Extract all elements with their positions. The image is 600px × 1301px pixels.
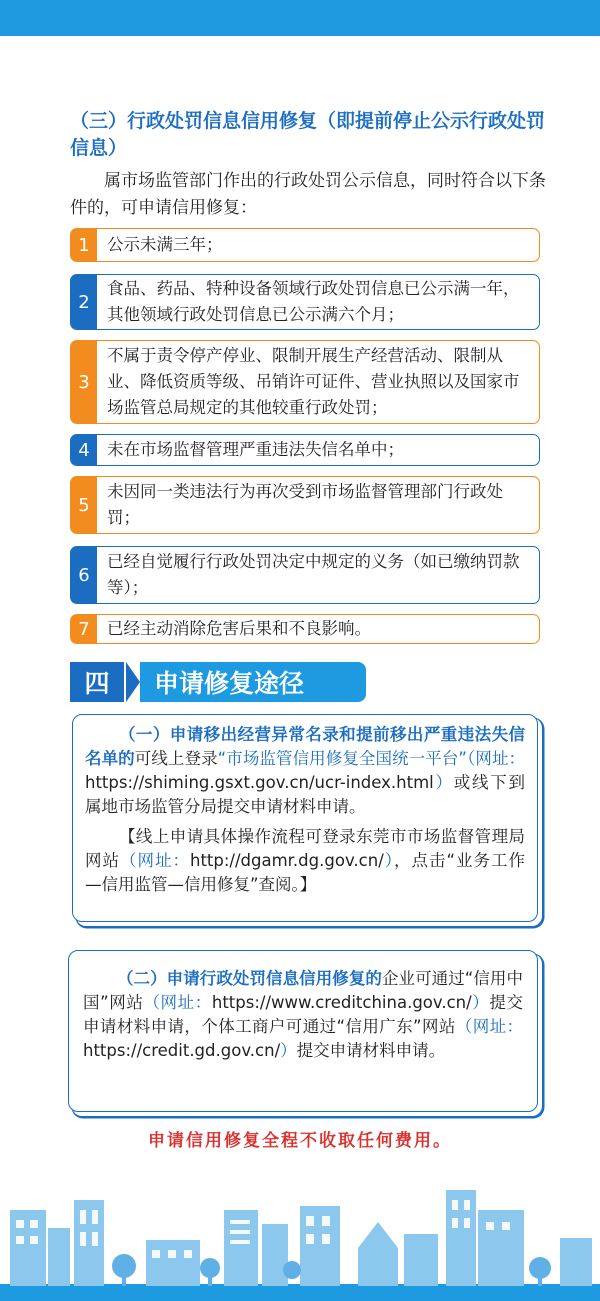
note-text: 【线上申请具体操作流程可登录东莞市市场监督管理局网站: [85, 827, 525, 870]
condition-item-6: [70, 546, 540, 604]
condition-text: 未因同一类违法行为再次受到市场监督管理部门行政处罚；: [107, 482, 503, 527]
card1-text: 可线上登录: [134, 749, 218, 768]
condition-text: 公示未满三年；: [107, 235, 223, 254]
chevron-right-icon: [126, 662, 140, 702]
url-bracket: ）: [383, 851, 395, 870]
section4-number: 四: [70, 662, 124, 702]
section4-header: [70, 662, 370, 702]
city-skyline-illustration: [0, 1170, 600, 1301]
url-bracket: ）: [471, 993, 490, 1012]
condition-text: 食品、药品、特种设备领域行政处罚信息已公示满一年，其他领域行政处罚信息已公示满六个月；: [107, 279, 520, 324]
condition-item-7: [70, 614, 540, 644]
condition-item-3: [70, 340, 540, 424]
credit-gd-url[interactable]: https://credit.gd.gov.cn/: [83, 1041, 281, 1060]
card2-text-3: 提交申请材料申请。: [296, 1041, 446, 1060]
condition-number: 3: [71, 341, 97, 423]
card2-paragraph: [83, 967, 523, 1063]
dg-url[interactable]: http://dgamr.dg.gov.cn/: [189, 851, 384, 870]
platform-name: “市场监管信用修复全国统一平台”: [217, 749, 467, 768]
condition-number: 7: [71, 615, 97, 643]
card1-text-2: 或线下到属地市场监管分局提交申请材料申请。: [85, 773, 526, 816]
condition-number: 4: [71, 435, 97, 465]
card2-text: 企业可通过“信用中国”网站: [83, 969, 523, 1012]
url-label: （网址：: [455, 1017, 523, 1036]
card2-lead: （二）申请行政处罚信息信用修复的: [117, 969, 382, 988]
card1-paragraph: [85, 723, 525, 819]
free-of-charge-note: 申请信用修复全程不收取任何费用。: [148, 1131, 452, 1151]
card1-note: [85, 825, 525, 897]
condition-item-1: [70, 228, 540, 262]
condition-text: 已经主动消除危害后果和不良影响。: [107, 619, 371, 638]
card1-lead: （一）申请移出经营异常名录和提前移出严重违法失信名单的: [85, 725, 525, 768]
top-banner: [0, 0, 600, 36]
url-bracket: ）: [433, 773, 454, 792]
condition-text: 已经自觉履行行政处罚决定中规定的义务（如已缴纳罚款等）；: [107, 552, 520, 597]
card2-text-2: 提交申请材料申请，个体工商户可通过“信用广东”网站: [83, 993, 524, 1036]
note-text-2: ，点击“业务工作—信用监管—信用修复”查阅。】: [85, 851, 526, 894]
section3-intro: 属市场监管部门作出的行政处罚公示信息，同时符合以下条件的，可申请信用修复：: [70, 171, 546, 218]
platform-url[interactable]: https://shiming.gsxt.gov.cn/ucr-index.html: [85, 773, 434, 792]
section4-title: 申请修复途径: [140, 662, 366, 702]
condition-item-5: [70, 476, 540, 534]
url-label: （网址：: [120, 851, 190, 870]
condition-number: 5: [71, 477, 97, 533]
condition-text: 未在市场监督管理严重违法失信名单中；: [107, 440, 404, 459]
url-bracket: ）: [280, 1041, 297, 1060]
condition-number: 6: [71, 547, 97, 603]
condition-item-4: [70, 434, 540, 466]
condition-item-2: [70, 274, 540, 330]
url-label: （网址：: [143, 993, 212, 1012]
info-card-2: [68, 950, 538, 1112]
info-card-1: [72, 714, 538, 922]
condition-number: 1: [71, 229, 97, 261]
creditchina-url[interactable]: https://www.creditchina.gov.cn/: [211, 993, 472, 1012]
condition-number: 2: [71, 275, 97, 329]
section3-heading: （三）行政处罚信息信用修复（即提前停止公示行政处罚信息）: [70, 110, 546, 159]
condition-text: 不属于责令停产停业、限制开展生产经营活动、限制从业、降低资质等级、吊销许可证件、营业执照以及国家市场监管总局规定的其他较重行政处罚；: [107, 346, 520, 417]
url-label: （网址：: [466, 749, 526, 768]
